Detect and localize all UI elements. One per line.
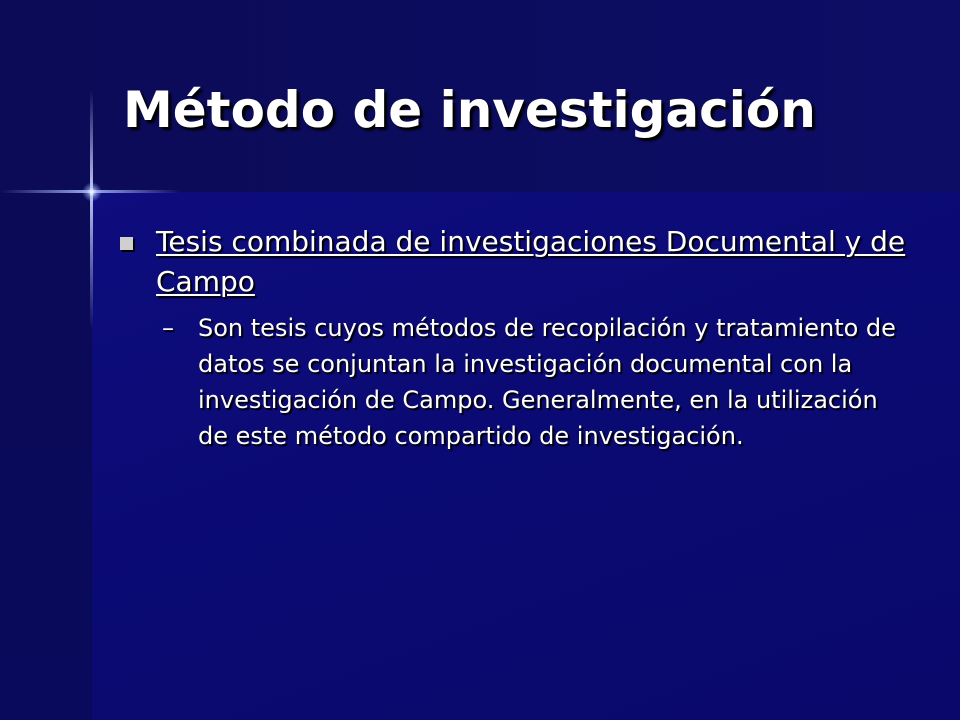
- sub-bullet-item: [162, 310, 908, 454]
- square-bullet-icon: [120, 237, 133, 250]
- light-flare-vertical: [90, 90, 93, 330]
- bullet-list: [118, 222, 908, 454]
- light-flare-icon: [82, 182, 102, 202]
- sub-bullet-text: Son tesis cuyos métodos de recopilación y tratamiento de datos se conjuntan la investigación documental con la investigación de Campo. Generalmente, en la utilización de este método compartido de investigación.: [198, 314, 896, 450]
- slide-title: Método de investigación: [123, 81, 816, 139]
- bullet-item: [118, 222, 908, 302]
- bullet-text: Tesis combinada de investigaciones Documental y de Campo: [156, 225, 906, 298]
- dash-marker: –: [162, 314, 174, 342]
